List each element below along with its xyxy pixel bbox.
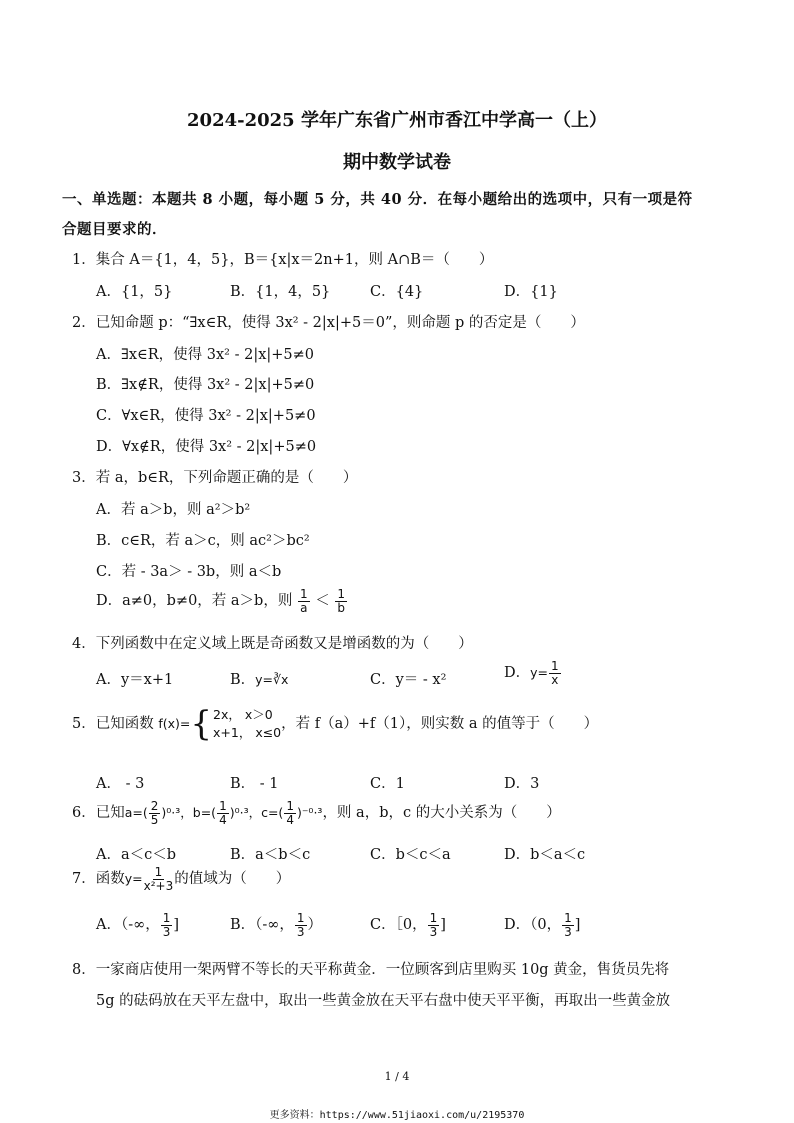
q7-option-a: [96, 912, 179, 938]
question-text: 已知命题 p：“∃x∈R，使得 3x² - 2|x|+5＝0”，则命题 p 的否定是（ ）: [95, 315, 585, 331]
c-expression-lhs: ，c=(: [248, 805, 284, 821]
q3-option-a: A．若 a＞b，则 a²＞b²: [96, 502, 251, 518]
question-text-post: 的值域为（ ）: [174, 871, 291, 888]
b-exponent: )⁰·³: [229, 805, 249, 821]
numerator: 1: [286, 799, 294, 813]
q6-option-a: A．a＜c＜b: [96, 847, 177, 863]
case-2: x+1， x≤0: [213, 725, 282, 741]
less-than-sign: ＜: [315, 593, 330, 610]
denominator: 5: [150, 812, 159, 827]
fraction-1-over-4: [217, 800, 229, 826]
numerator: 1: [337, 587, 345, 601]
q6-option-d: D．b＜a＜c: [504, 847, 586, 863]
fraction-1-over-x2-plus-3: [144, 866, 174, 892]
denominator: x: [551, 672, 559, 687]
exam-title-line1: 2024-2025 学年广东省广州市香江中学高一（上）: [187, 110, 607, 131]
fraction-1-over-3: [428, 912, 440, 938]
question-1: [72, 248, 493, 269]
function-lhs: y=: [124, 871, 143, 887]
q4-option-a: A．y＝x+1: [96, 672, 174, 688]
option-text-post: ]: [574, 917, 581, 934]
a-exponent: )⁰·³: [161, 805, 181, 821]
numerator: 1: [219, 799, 227, 813]
page-number: 1 / 4: [384, 1070, 410, 1083]
option-text-pre: C．［0，: [370, 917, 427, 934]
question-number: 6．: [72, 805, 96, 822]
option-text-pre: B．（-∞，: [230, 917, 294, 934]
q2-option-b: B．∃x∉R，使得 3x² - 2|x|+5≠0: [96, 377, 315, 393]
question-text-post: ，则 a，b，c 的大小关系为（ ）: [322, 805, 561, 822]
cube-root-expression: y=∛x: [255, 672, 289, 687]
numerator: 1: [564, 911, 572, 925]
fraction-1-over-3: [161, 912, 173, 938]
q1-option-a: A．{1，5}: [96, 284, 173, 300]
q2-option-a: A．∃x∈R，使得 3x² - 2|x|+5≠0: [96, 347, 315, 363]
question-number: 1．: [72, 252, 96, 268]
fraction-2-over-5: [149, 800, 161, 826]
section-heading-line1: 一、单选题：本题共 8 小题，每小题 5 分，共 40 分．在每小题给出的选项中，只有一项是符: [62, 191, 693, 208]
denominator: 4: [219, 812, 227, 827]
fraction-1-over-b: [335, 588, 347, 614]
question-5: [72, 704, 599, 745]
fraction-1-over-x: [549, 660, 561, 686]
q5-option-a: A． - 3: [96, 776, 145, 792]
q1-option-d: D．{1}: [504, 284, 558, 300]
b-expression-lhs: ，b=(: [180, 805, 217, 821]
numerator: 2: [150, 799, 159, 813]
q4-option-b: [230, 668, 288, 689]
left-brace: {: [190, 704, 213, 745]
option-text-pre: A．（-∞，: [96, 917, 160, 934]
question-text: 集合 A＝{1，4，5}，B＝{x|x＝2n+1，则 A∩B＝（ ）: [95, 252, 494, 268]
numerator: 1: [296, 911, 305, 925]
question-number: 2．: [72, 315, 96, 331]
a-expression-lhs: a=(: [124, 805, 148, 821]
question-text-pre: 已知函数: [95, 716, 154, 733]
question-text: 若 a，b∈R，下列命题正确的是（ ）: [95, 470, 358, 486]
question-8: [72, 958, 669, 979]
numerator: 1: [162, 911, 171, 925]
denominator: 3: [564, 924, 572, 939]
q3-option-d: [96, 588, 348, 614]
denominator: x²+3: [143, 878, 174, 893]
denominator: 3: [429, 924, 438, 939]
q3-option-c: C．若 - 3a＞ - 3b，则 a＜b: [96, 564, 282, 580]
fraction-1-over-4: [284, 800, 296, 826]
numerator: 1: [429, 911, 438, 925]
case-1: 2x， x＞0: [213, 707, 273, 722]
q4-option-c: C．y＝ - x²: [370, 672, 447, 688]
question-text-line1: 一家商店使用一架两臂不等长的天平称黄金．一位顾客到店里购买 10g 黄金，售货员先将: [95, 962, 670, 978]
q6-option-c: C．b＜c＜a: [370, 847, 451, 863]
option-text: D．a≠0，b≠0，若 a＞b，则: [96, 593, 293, 610]
q5-option-c: C．1: [370, 776, 405, 792]
question-number: 4．: [72, 636, 96, 652]
q5-option-b: B． - 1: [230, 776, 279, 792]
c-exponent: )⁻⁰·³: [296, 805, 323, 821]
fraction-1-over-3: [295, 912, 307, 938]
question-number: 8．: [72, 962, 96, 978]
question-6: [72, 800, 561, 826]
numerator: 1: [154, 865, 163, 879]
footer-resource-link[interactable]: 更多资料：https://www.51jiaoxi.com/u/2195370: [269, 1110, 525, 1121]
q5-option-d: D．3: [504, 776, 540, 792]
question-number: 5．: [72, 716, 96, 733]
question-text-pre: 函数: [95, 871, 125, 888]
option-text-post: ]: [173, 917, 180, 934]
q7-option-d: [504, 912, 580, 938]
denominator: 3: [296, 924, 305, 939]
q2-option-c: C．∀x∈R，使得 3x² - 2|x|+5≠0: [96, 408, 316, 424]
expression-lhs: y=: [530, 665, 549, 681]
fraction-1-over-a: [298, 588, 310, 614]
question-text: 下列函数中在定义域上既是奇函数又是增函数的为（ ）: [95, 636, 473, 652]
q4-option-d: [504, 660, 562, 686]
q1-option-c: C．{4}: [370, 284, 424, 300]
q6-option-b: B．a＜b＜c: [230, 847, 311, 863]
option-text-post: ）: [307, 917, 323, 934]
question-2: [72, 311, 585, 332]
numerator: 1: [299, 587, 308, 601]
section-heading-line2: 合题目要求的．: [62, 221, 167, 238]
question-4: [72, 632, 473, 653]
question-text-post: ，若 f（a）+f（1），则实数 a 的值等于（ ）: [281, 716, 599, 733]
denominator: 4: [286, 812, 294, 827]
option-text-post: ]: [440, 917, 446, 934]
denominator: 3: [162, 924, 171, 939]
function-name: f(x)=: [158, 716, 191, 732]
piecewise-cases: [213, 706, 281, 742]
option-label: B．: [230, 672, 256, 688]
question-7: [72, 866, 290, 892]
fraction-1-over-3: [562, 912, 574, 938]
q2-option-d: D．∀x∉R，使得 3x² - 2|x|+5≠0: [96, 439, 317, 455]
question-number: 7．: [72, 871, 96, 888]
option-text-pre: D．（0，: [504, 917, 562, 934]
q7-option-b: [230, 912, 322, 938]
exam-title-line2: 期中数学试卷: [343, 152, 451, 173]
option-label: D．: [504, 665, 531, 682]
denominator: a: [300, 600, 308, 615]
question-text-pre: 已知: [95, 805, 125, 822]
question-8-line2: 5g 的砝码放在天平左盘中，取出一些黄金放在天平右盘中使天平平衡，再取出一些黄金放: [96, 993, 671, 1009]
question-number: 3．: [72, 470, 96, 486]
q7-option-c: [370, 912, 446, 938]
question-3: [72, 466, 357, 487]
q1-option-b: B．{1，4，5}: [230, 284, 331, 300]
numerator: 1: [551, 659, 559, 673]
denominator: b: [337, 600, 345, 615]
q3-option-b: B．c∈R，若 a＞c，则 ac²＞bc²: [96, 533, 310, 549]
